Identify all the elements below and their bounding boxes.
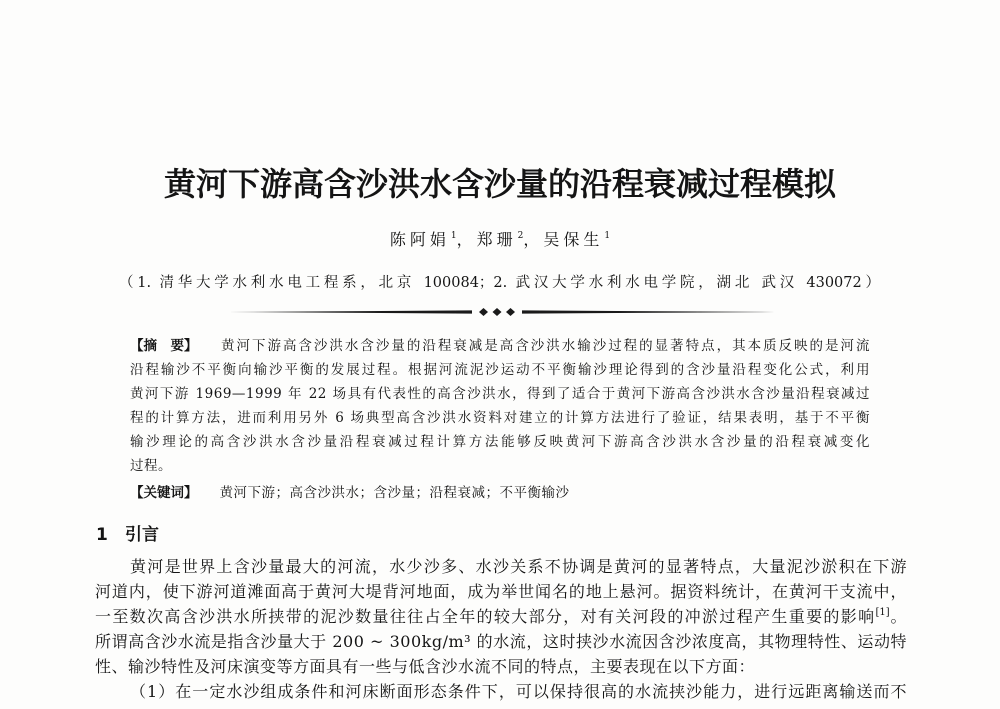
body-line-text: 一至数次高含沙洪水所挟带的泥沙数量往往占全年的较大部分，对有关河段的冲淤过程产生重要的影响 <box>95 607 876 626</box>
abstract-label: 【摘 要】 <box>130 338 198 354</box>
section-number: 1 <box>96 525 108 545</box>
keywords-text: 黄河下游；高含沙洪水；含沙量；沿程衰减；不平衡输沙 <box>219 485 570 501</box>
abstract-line: 黄河下游 1969—1999 年 22 场具有代表性的高含沙洪水，得到了适合于黄河下游高含沙洪水含沙量沿程衰减过 <box>130 386 870 402</box>
body-line-tail: 。 <box>889 607 907 626</box>
keywords-line <box>130 481 870 505</box>
body-text <box>95 554 907 704</box>
divider-diamond-icon <box>479 308 488 316</box>
abstract-line: 过程。 <box>130 458 172 474</box>
keywords-label: 【关键词】 <box>130 485 198 501</box>
author-separator: ， <box>456 230 477 249</box>
divider-rule-right <box>522 310 775 313</box>
abstract-line: 程的计算方法，进而利用另外 6 场典型高含沙洪水资料对建立的计算方法进行了验证，结果表明，基于不平衡 <box>130 410 870 426</box>
abstract-line-text: 黄河下游高含沙洪水含沙量的沿程衰减是高含沙洪水输沙过程的显著特点，其本质反映的是河流 <box>219 338 870 354</box>
body-line: （1）在一定水沙组成条件和河床断面形态条件下，可以保持很高的水流挟沙能力，进行远距离输送而不 <box>130 682 907 701</box>
divider-diamond-icon <box>493 308 502 316</box>
section-heading <box>96 523 159 547</box>
title-divider <box>0 306 1000 318</box>
keywords <box>130 481 870 505</box>
body-line: 河道内，使下游河道滩面高于黄河大堤背河地面，成为举世闻名的地上悬河。据资料统计，在黄河干支流中， <box>95 582 907 601</box>
divider-rule-left <box>228 310 472 313</box>
author-separator: ， <box>523 230 544 249</box>
author-name: 郑珊 <box>476 230 517 249</box>
divider-diamond-icon <box>506 308 515 316</box>
abstract-line <box>130 334 870 358</box>
author-affiliation-mark: 1 <box>450 231 457 241</box>
abstract-line: 输沙理论的高含沙洪水含沙量沿程衰减过程计算方法能够反映黄河下游高含沙洪水含沙量的沿程衰减变化 <box>130 434 870 450</box>
body-line: 性、输沙特性及河床演变等方面具有一些与低含沙水流不同的特点，主要表现在以下方面： <box>95 657 756 676</box>
author-name: 吴保生 <box>543 230 604 249</box>
abstract-line: 沿程输沙不平衡向输沙平衡的发展过程。根据河流泥沙运动不平衡输沙理论得到的含沙量沿程变化公式，利用 <box>130 362 870 378</box>
body-line <box>95 604 907 629</box>
body-line: 所谓高含沙水流是指含沙量大于 200 ~ 300kg/m³ 的水流，这时挟沙水流因含沙浓度高，其物理特性、运动特 <box>95 632 907 651</box>
author-list <box>0 229 1000 251</box>
author-affiliation-mark: 1 <box>604 231 611 241</box>
author-affiliation-mark: 2 <box>517 231 524 241</box>
section-title: 引言 <box>125 525 159 545</box>
body-line: 黄河是世界上含沙量最大的河流，水少沙多、水沙关系不协调是黄河的显著特点，大量泥沙淤积在下游 <box>130 557 907 576</box>
author-name: 陈阿娟 <box>389 230 450 249</box>
affiliation-line: （1. 清华大学水利水电工程系，北京 100084；2. 武汉大学水利水电学院，湖北 武汉 430072） <box>119 275 880 291</box>
paper-title: 黄河下游高含沙洪水含沙量的沿程衰减过程模拟 <box>163 165 836 203</box>
citation-ref: [1] <box>875 607 890 618</box>
abstract <box>130 334 870 478</box>
